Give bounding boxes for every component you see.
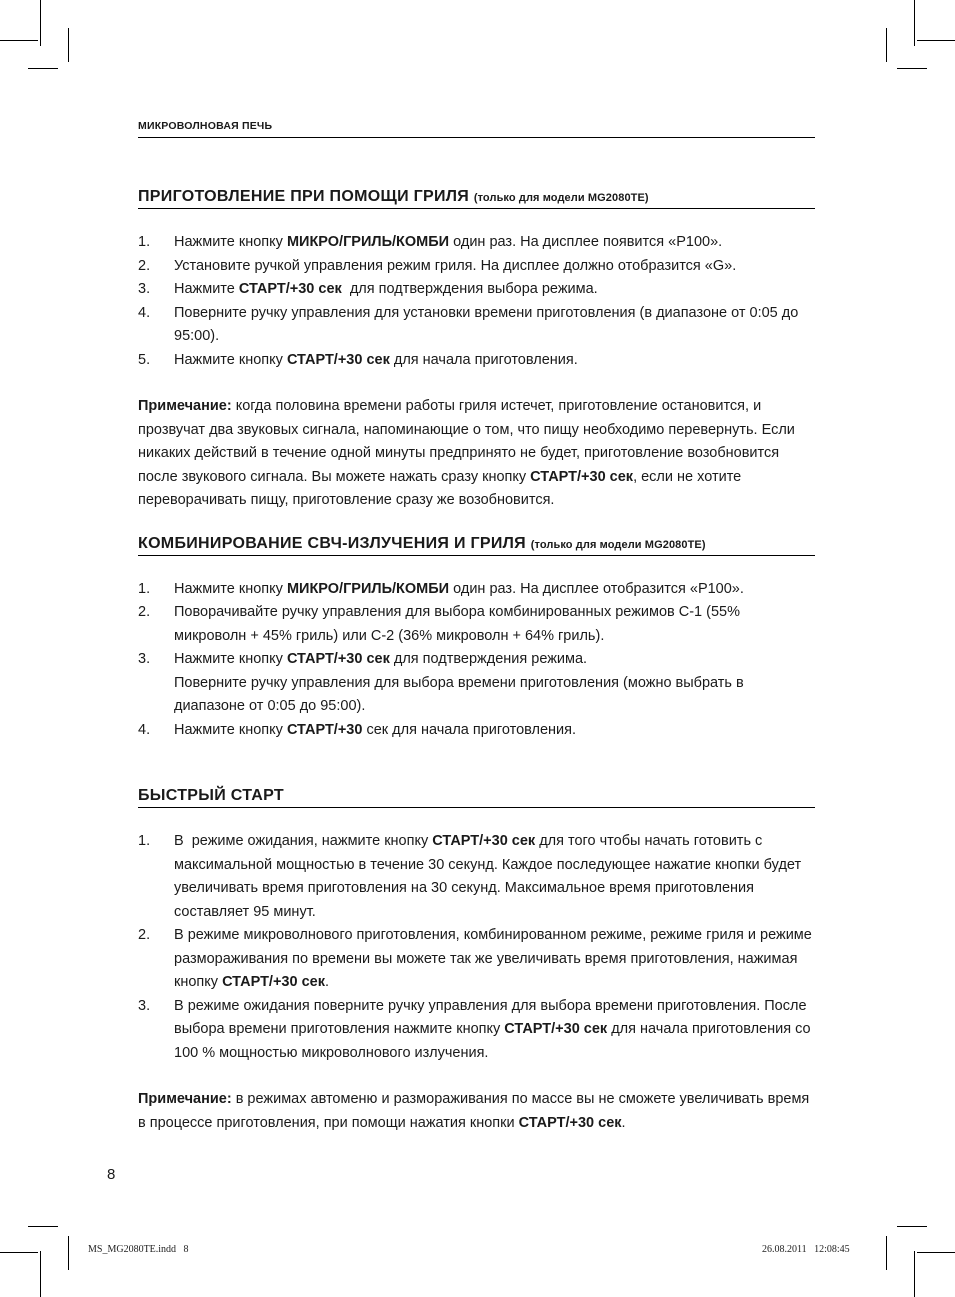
slug-date: 26.08.2011 12:08:45: [762, 1244, 850, 1255]
crop-mark: [0, 40, 38, 41]
button-name: СТАРТ/+30 сек: [504, 1021, 608, 1037]
button-name: СТАРТ/+30 сек: [432, 833, 536, 849]
crop-mark: [917, 1252, 955, 1253]
button-name: МИКРО/ГРИЛЬ/КОМБИ: [286, 234, 450, 250]
steps-list-combi: [138, 578, 815, 743]
item-number: 2.: [138, 257, 151, 274]
item-text: для начала приготовления.: [389, 351, 578, 368]
crop-mark: [40, 1251, 41, 1297]
steps-list-grill: [138, 231, 815, 372]
item-text: Нажмите кнопку: [174, 234, 287, 250]
item-text: Поверните ручку управления для выбора времени приготовления (можно выбрать в диапазоне от 0:05 до 95:00).: [174, 674, 744, 714]
button-name: СТАРТ/+30 сек: [518, 1114, 622, 1131]
section-title-combi: [138, 535, 815, 556]
item-text: Нажмите кнопку: [174, 351, 287, 368]
crop-mark: [28, 68, 58, 69]
list-item: [138, 231, 815, 255]
list-item: [138, 255, 815, 279]
note-paragraph: [138, 395, 815, 513]
section-title-text: КОМБИНИРОВАНИЕ СВЧ-ИЗЛУЧЕНИЯ И ГРИЛЯ: [138, 534, 526, 552]
item-number: 3.: [138, 651, 151, 667]
section-title-grill: [138, 188, 815, 209]
note-label: Примечание:: [138, 398, 232, 414]
note-text: в режимах автоменю и размораживания по массе вы не сможете увеличивать время в процессе приготовления, при помощи нажатия кнопки: [138, 1091, 810, 1131]
item-text: для начала приготовления со 100 % мощностью микроволнового излучения.: [174, 1021, 811, 1061]
item-number: 4.: [138, 721, 151, 738]
crop-mark: [886, 1236, 887, 1270]
note-text: когда половина времени работы гриля истечет, приготовление остановится, и прозвучат два звуковых сигнала, напоминающие о том, что пищу необходимо перевернуть. Если никаких действий в течение одной минуты предпринято не будет, приготовление возобновится после звукового сигнала. Вы можете нажать сразу кнопку: [138, 398, 795, 485]
page-content: [138, 188, 815, 1135]
crop-mark: [28, 1226, 58, 1227]
section-subtitle: (только для модели MG2080TE): [473, 192, 649, 204]
item-text: В режиме микроволнового приготовления, комбинированном режиме, режиме гриля и режиме размораживания по времени вы можете так же увеличивать время приготовления, нажимая кнопку: [174, 927, 812, 990]
crop-mark: [68, 1236, 69, 1270]
item-number: 5.: [138, 351, 151, 368]
item-number: 1.: [138, 234, 151, 250]
item-number: 4.: [138, 304, 151, 321]
note-label: Примечание:: [138, 1091, 232, 1107]
button-name: СТАРТ/+30 сек: [286, 351, 390, 368]
item-number: 3.: [138, 997, 151, 1014]
list-item: [138, 995, 815, 1066]
item-text: Нажмите кнопку: [174, 651, 287, 667]
item-number: 3.: [138, 281, 151, 297]
item-text: сек для начала приготовления.: [362, 721, 577, 738]
item-text: В режиме ожидания, нажмите кнопку: [174, 833, 433, 849]
note-text: .: [621, 1114, 626, 1131]
list-item: [138, 648, 815, 719]
crop-mark: [40, 0, 41, 46]
note-paragraph: [138, 1088, 815, 1135]
list-item: [138, 578, 815, 602]
button-name: СТАРТ/+30: [286, 721, 363, 738]
item-number: 2.: [138, 604, 151, 620]
item-text: для того чтобы начать готовить с максимальной мощностью в течение 30 секунд. Каждое последующее нажатие кнопки будет увеличивать время приготовления на 30 секунд. Максимальное время приготовления составляет 95 минут.: [174, 833, 802, 920]
item-number: 2.: [138, 927, 151, 943]
section-title-text: ПРИГОТОВЛЕНИЕ ПРИ ПОМОЩИ ГРИЛЯ: [138, 188, 470, 205]
item-text: один раз. На дисплее отобразится «Р100».: [449, 580, 744, 597]
list-item: [138, 719, 815, 743]
item-text: для подтверждения режима.: [389, 651, 588, 667]
note-text: , если не хотите переворачивать пищу, приготовление сразу же возобновится.: [138, 468, 742, 508]
list-item: [138, 601, 815, 648]
list-item: [138, 349, 815, 373]
list-item: [138, 302, 815, 349]
button-name: МИКРО/ГРИЛЬ/КОМБИ: [286, 580, 450, 597]
crop-mark: [886, 28, 887, 62]
list-item: [138, 830, 815, 924]
crop-mark: [917, 40, 955, 41]
crop-mark: [914, 0, 915, 46]
list-item: [138, 278, 815, 302]
item-text: Нажмите кнопку: [174, 721, 287, 738]
item-text: Поверните ручку управления для установки времени приготовления (в диапазоне от 0:05 до 95:00).: [174, 304, 799, 344]
running-header: МИКРОВОЛНОВАЯ ПЕЧЬ: [138, 120, 273, 132]
crop-mark: [897, 1226, 927, 1227]
crop-mark: [914, 1251, 915, 1297]
item-number: 1.: [138, 580, 151, 597]
button-name: СТАРТ/+30 сек: [238, 281, 342, 297]
item-text: .: [324, 974, 329, 990]
button-name: СТАРТ/+30 сек: [286, 651, 390, 667]
section-subtitle: (только для модели MG2080TE): [530, 538, 706, 551]
steps-list-quick-start: [138, 830, 815, 1065]
item-text: Нажмите кнопку: [174, 580, 287, 597]
button-name: СТАРТ/+30 сек: [530, 468, 634, 485]
list-item: [138, 924, 815, 995]
item-text: Нажмите: [174, 281, 239, 297]
item-text: Установите ручкой управления режим гриля. На дисплее должно отобразится «G».: [174, 257, 737, 274]
item-text: для подтверждения выбора режима.: [341, 281, 598, 297]
page-number: 8: [107, 1166, 116, 1183]
crop-mark: [897, 68, 927, 69]
section-title-quick-start: [138, 787, 815, 808]
item-number: 1.: [138, 833, 151, 849]
crop-mark: [0, 1252, 38, 1253]
crop-mark: [68, 28, 69, 62]
item-text: один раз. На дисплее появится «Р100».: [449, 234, 723, 250]
slug-file: MS_MG2080TE.indd 8: [88, 1244, 189, 1255]
section-title-text: БЫСТРЫЙ СТАРТ: [138, 787, 284, 804]
item-text: В режиме ожидания поверните ручку управления для выбора времени приготовления. После выбора времени приготовления нажмите кнопку: [174, 997, 807, 1037]
header-rule: [138, 137, 815, 138]
item-text: Поворачивайте ручку управления для выбора комбинированных режимов С-1 (55% микроволн + 45% гриль) или С-2 (36% микроволн + 64% гриль).: [174, 604, 740, 644]
button-name: СТАРТ/+30 сек: [222, 974, 325, 990]
